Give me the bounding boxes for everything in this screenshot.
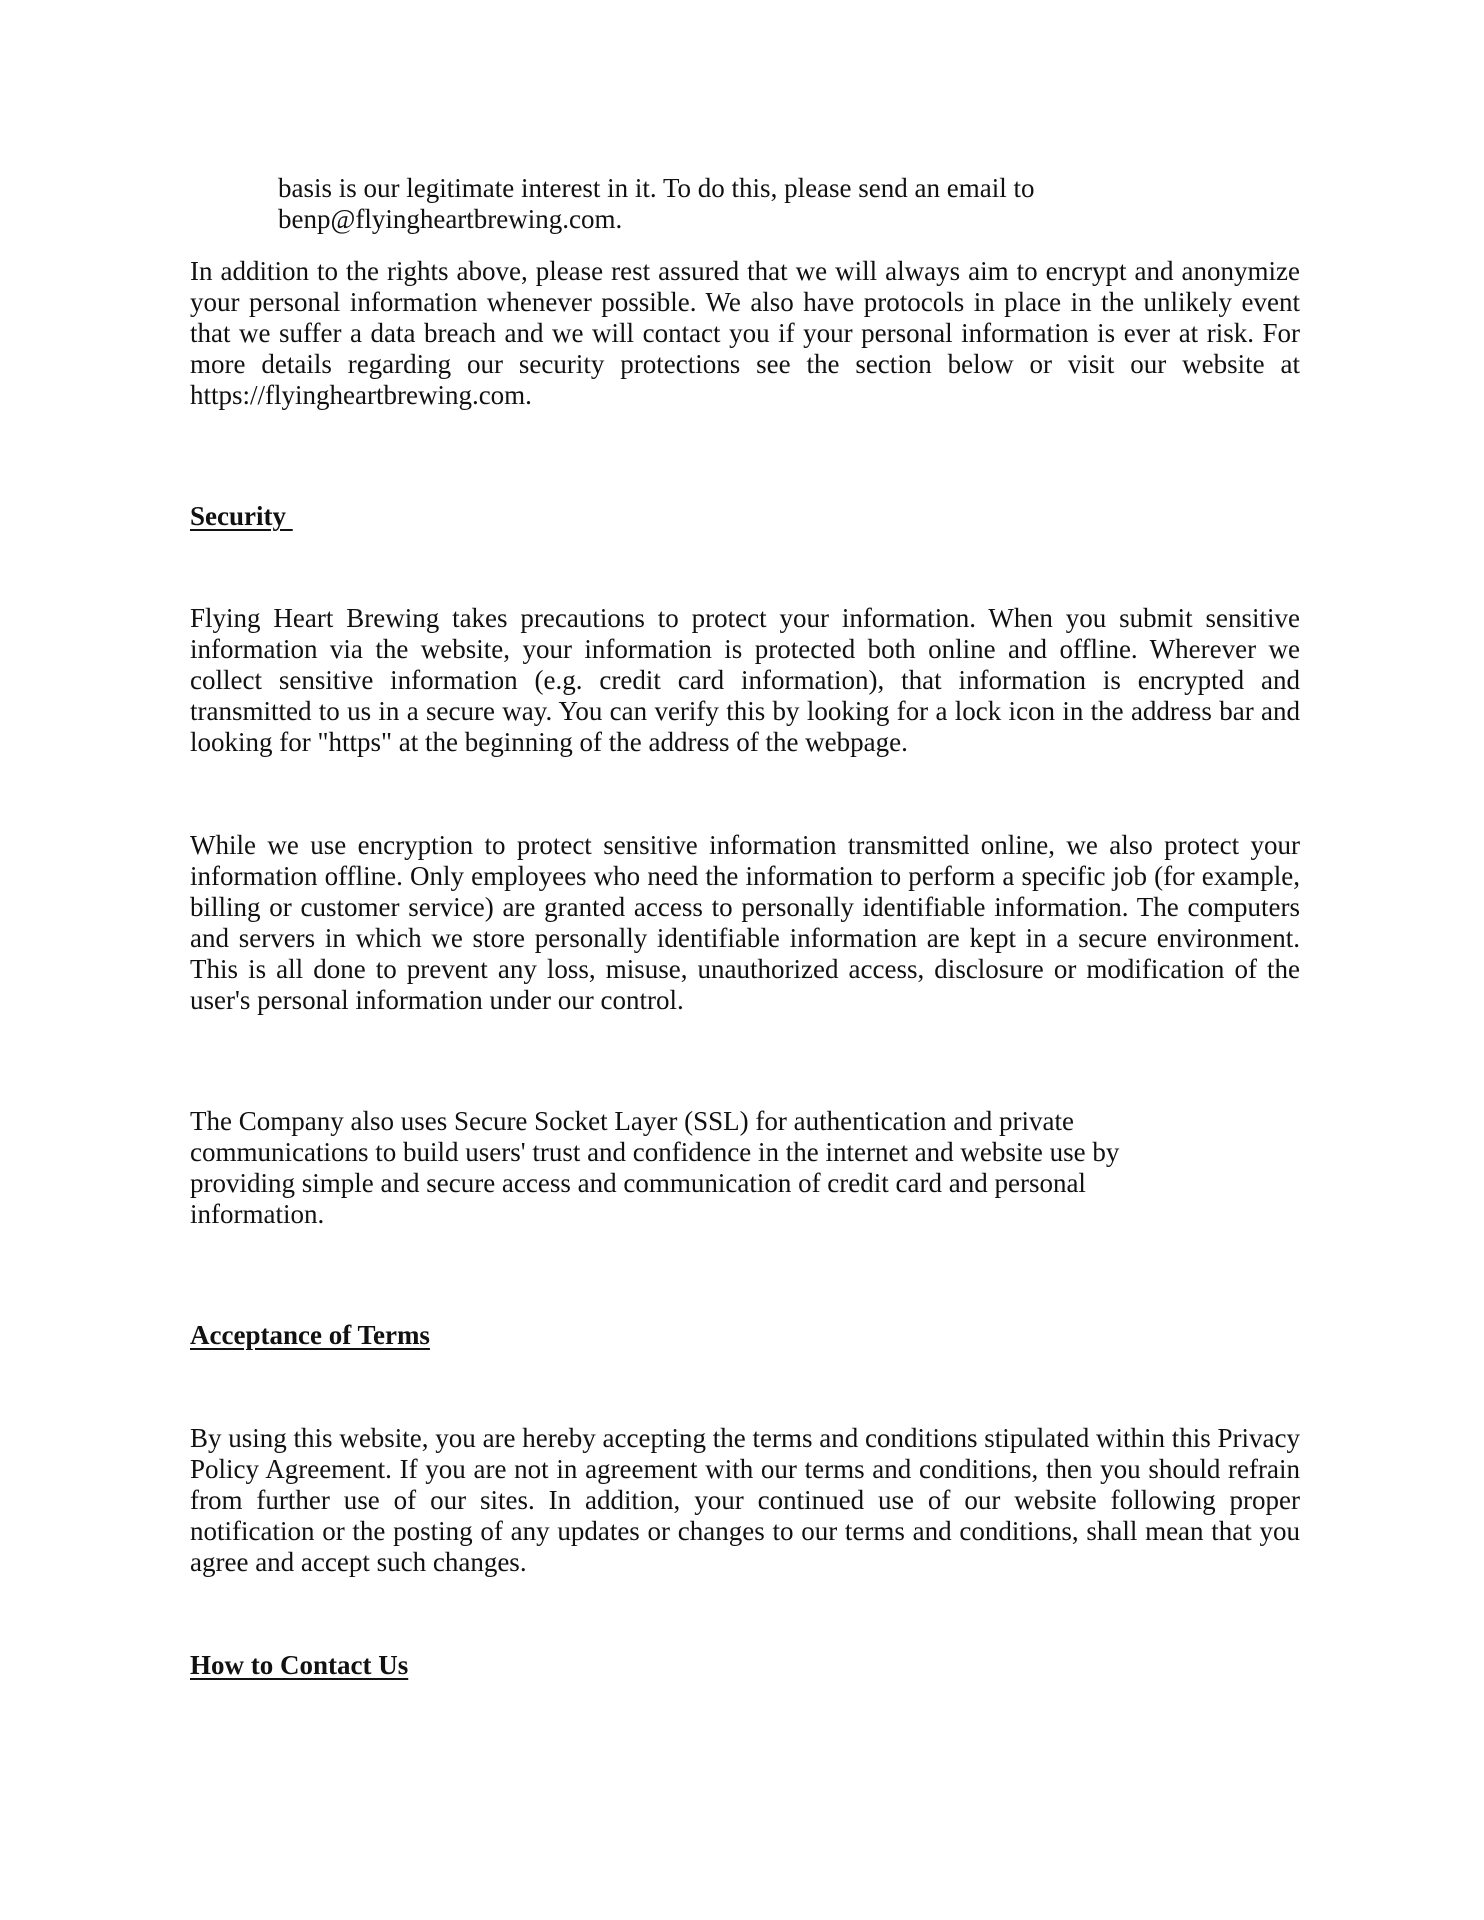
continuation-line-1: basis is our legitimate interest in it. To do this, please send an email to bbox=[278, 173, 1035, 203]
ssl-line-3: providing simple and secure access and communication of credit card and personal bbox=[190, 1168, 1086, 1198]
ssl-line-2: communications to build users' trust and confidence in the internet and website use by bbox=[190, 1137, 1120, 1167]
contact-heading: How to Contact Us bbox=[190, 1650, 409, 1680]
rights-paragraph: In addition to the rights above, please rest assured that we will always aim to encrypt and anonymize your personal information whenever possible. We also have protocols in place in the unlikely event that we suffer a data breach and we will contact you if your personal information is ever at risk. For more details regarding our security protections see the section below or visit our website at https://flyingheartbrewing.com. bbox=[190, 256, 1300, 410]
security-heading: Security bbox=[190, 501, 293, 531]
security-paragraph-2: While we use encryption to protect sensitive information transmitted online, we also protect your information offline. Only employees who need the information to perform a specific job (for example, billing or customer service) are granted access to personally identifiable information. The computers and servers in which we store personally identifiable information are kept in a secure environment. This is all done to prevent any loss, misuse, unauthorized access, disclosure or modification of the user's personal information under our control. bbox=[190, 830, 1300, 1015]
rights-continuation bbox=[278, 173, 1278, 235]
acceptance-heading: Acceptance of Terms bbox=[190, 1320, 430, 1350]
ssl-line-1: The Company also uses Secure Socket Layer (SSL) for authentication and private bbox=[190, 1106, 1074, 1136]
acceptance-paragraph: By using this website, you are hereby accepting the terms and conditions stipulated within this Privacy Policy Agreement. If you are not in agreement with our terms and conditions, then you should refrain from further use of our sites. In addition, your continued use of our website following proper notification or the posting of any updates or changes to our terms and conditions, shall mean that you agree and accept such changes. bbox=[190, 1423, 1300, 1577]
ssl-paragraph bbox=[190, 1106, 1300, 1230]
security-paragraph-1: Flying Heart Brewing takes precautions to protect your information. When you submit sensitive information via the website, your information is protected both online and offline. Wherever we collect sensitive information (e.g. credit card information), that information is encrypted and transmitted to us in a secure way. You can verify this by looking for a lock icon in the address bar and looking for "https" at the beginning of the address of the webpage. bbox=[190, 603, 1300, 757]
continuation-email: benp@flyingheartbrewing.com. bbox=[278, 204, 623, 234]
ssl-line-4: information. bbox=[190, 1199, 325, 1229]
